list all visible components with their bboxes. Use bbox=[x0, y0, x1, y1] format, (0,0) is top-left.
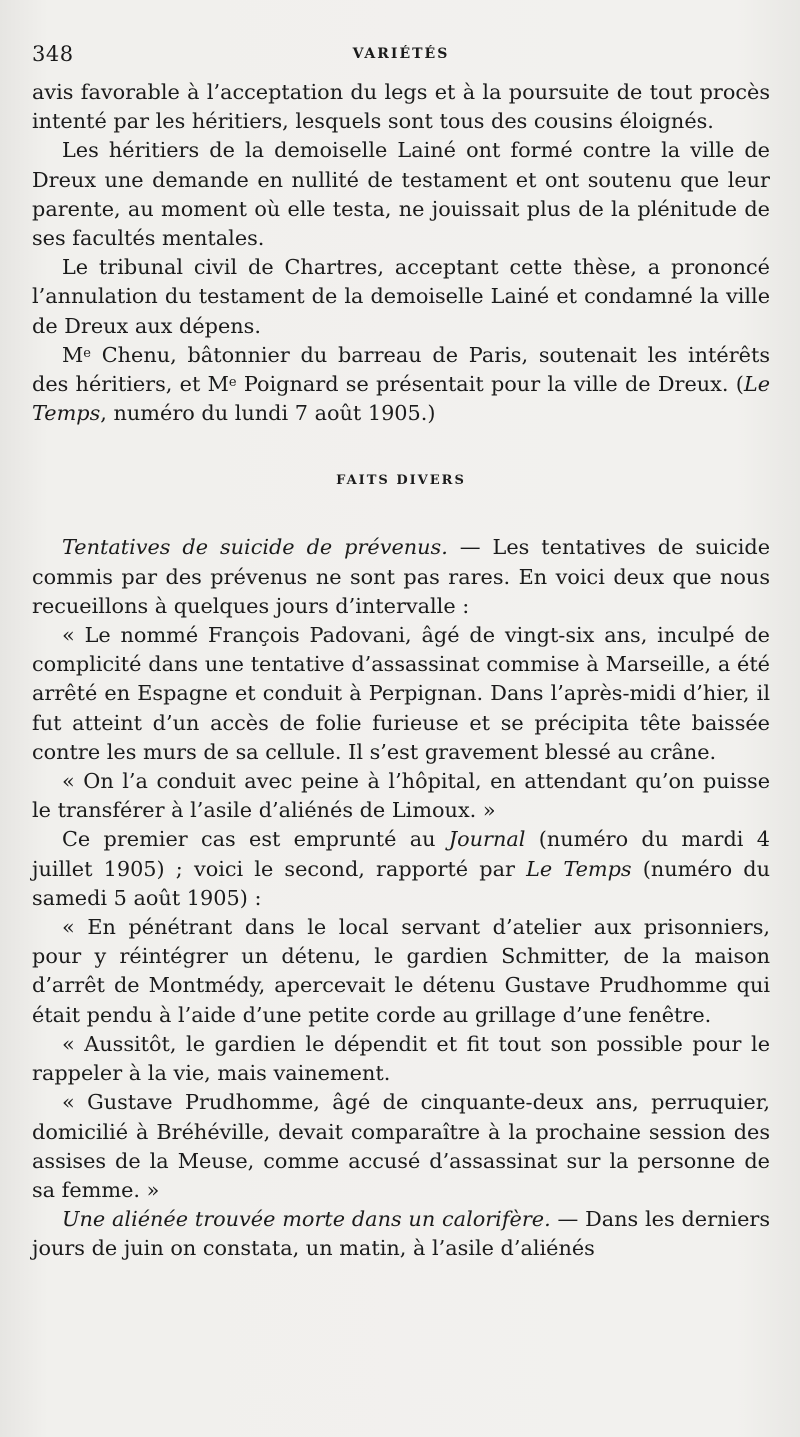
text-run: , numéro du lundi 7 août 1905.) bbox=[100, 401, 436, 426]
honorific-superscript: e bbox=[228, 375, 237, 391]
honorific-superscript: e bbox=[83, 345, 91, 361]
text-run: Chenu, bâtonnier du barreau de Paris, soutenait les intérêts des héritiers, et M bbox=[32, 342, 770, 397]
source-citation: Le Temps bbox=[32, 372, 771, 426]
text-run: — Les tentatives de suicide commis par des prévenus ne sont pas rares. En voici deux que nous recueillons à quelques jours d’intervalle : bbox=[32, 535, 771, 618]
paragraph: Le tribunal civil de Chartres, acceptant cette thèse, a prononcé l’annulation du testament de la demoiselle Lainé et condamné la ville de Dreux aux dépens. bbox=[32, 255, 770, 338]
quote-paragraph: « En pénétrant dans le local servant d’atelier aux prisonniers, pour y réintégrer un détenu, le gardien Schmitter, de la maison d’arrêt de Montmédy, apercevait le détenu Gustave Prudhomme qui était pendu à l’aide d’une petite corde au grillage d’une fenêtre. bbox=[32, 915, 770, 1027]
item-aliénée bbox=[32, 1205, 770, 1263]
paragraph-journal bbox=[32, 825, 770, 913]
paragraph: avis favorable à l’acceptation du legs et à la poursuite de tout procès intenté par les héritiers, lesquels sont tous des cousins éloignés. bbox=[32, 80, 770, 134]
page-number: 348 bbox=[32, 42, 74, 66]
source-citation: Le Temps bbox=[526, 856, 632, 881]
quote-paragraph: « Gustave Prudhomme, âgé de cinquante-deux ans, perruquier, domicilié à Bréhéville, devait comparaître à la prochaine session des assises de la Meuse, comme accusé d’assassinat sur la personne de sa femme. » bbox=[32, 1090, 770, 1202]
text-run: Ce premier cas est emprunté au bbox=[62, 827, 449, 852]
faits-divers-heading: FAITS DIVERS bbox=[336, 473, 466, 489]
honorific: M bbox=[62, 342, 84, 367]
item-title: Une aliénée trouvée morte dans un calorifère. bbox=[62, 1207, 551, 1232]
running-head bbox=[32, 38, 770, 78]
text-run: (numéro du samedi 5 août 1905) : bbox=[32, 856, 770, 910]
quote-paragraph: « Le nommé François Padovani, âgé de vingt-six ans, inculpé de complicité dans une tentative d’assassinat commise à Marseille, a été arrêté en Espagne et conduit à Perpignan. Dans l’après-midi d’hier, il fut atteint d’un accès de folie furieuse et se précipita tête baissée contre les murs de sa cellule. Il s’est gravement blessé au crâne. bbox=[32, 623, 770, 764]
quote-paragraph: « On l’a conduit avec peine à l’hôpital, en attendant qu’on puisse le transférer à l’asile d’aliénés de Limoux. » bbox=[32, 769, 770, 823]
text-run: (numéro du mardi 4 juillet 1905) ; voici le second, rapporté par bbox=[32, 827, 770, 881]
item-title: Tentatives de suicide de prévenus. bbox=[62, 535, 448, 560]
item-tentatives bbox=[32, 533, 770, 621]
section-title: VARIÉTÉS bbox=[352, 46, 450, 62]
journal-citation: Journal bbox=[448, 827, 526, 852]
body-text bbox=[32, 78, 770, 1264]
quote-paragraph: « Aussitôt, le gardien le dépendit et fit tout son possible pour le rappeler à la vie, mais vainement. bbox=[32, 1031, 770, 1086]
text-run: Poignard se présentait pour la ville de Dreux. ( bbox=[236, 372, 744, 397]
paragraph-chenu bbox=[32, 341, 770, 429]
text-run: — Dans les derniers jours de juin on constata, un matin, à l’asile d’aliénés bbox=[32, 1207, 770, 1261]
paragraph: Les héritiers de la demoiselle Lainé ont formé contre la ville de Dreux une demande en nullité de testament et ont soutenu que leur parente, au moment où elle testa, ne jouissait plus de la plénitude de ses facultés mentales. bbox=[32, 138, 770, 251]
